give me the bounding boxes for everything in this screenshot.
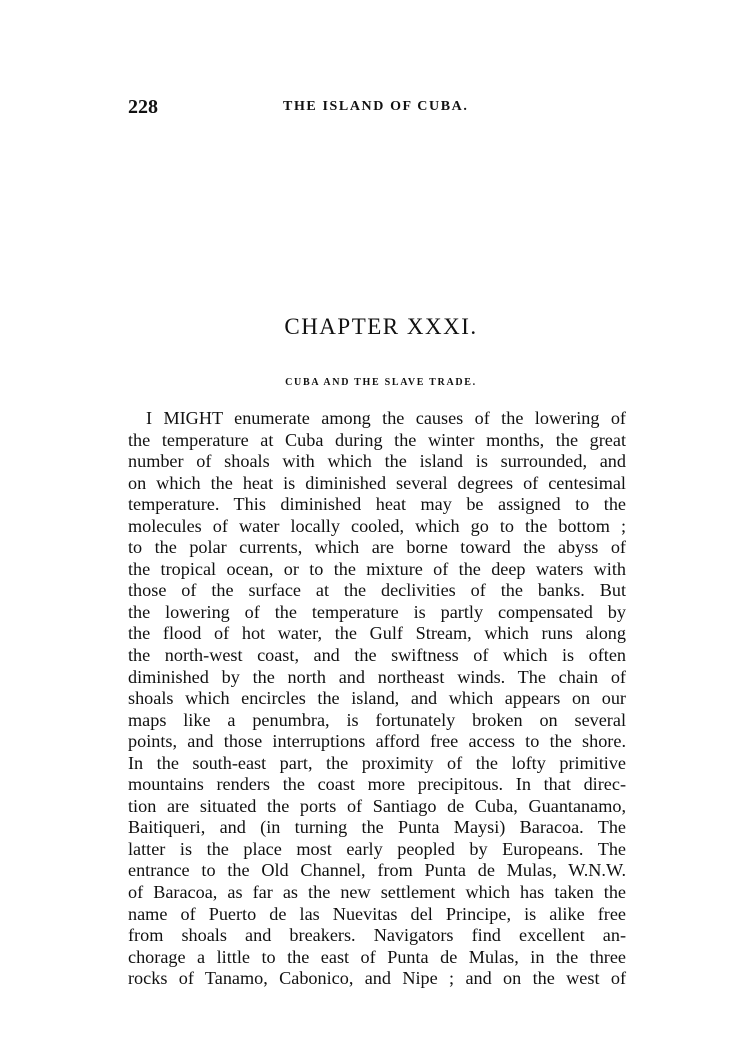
text-line: points, and those interruptions afford free access to the shore. bbox=[128, 731, 626, 752]
text-line: shoals which encircles the island, and which appears on our bbox=[128, 688, 626, 709]
text-line: to the polar currents, which are borne toward the abyss of bbox=[128, 537, 626, 558]
text-line: from shoals and breakers. Navigators find excellent an- bbox=[128, 925, 626, 946]
text-line: maps like a penumbra, is fortunately broken on several bbox=[128, 709, 626, 730]
text-line: those of the surface at the declivities of the banks. But bbox=[128, 580, 626, 601]
text-line: latter is the place most early peopled by Europeans. The bbox=[128, 838, 626, 859]
text-line: the tropical ocean, or to the mixture of the deep waters with bbox=[128, 558, 626, 579]
text-line: mountains renders the coast more precipitous. In that direc- bbox=[128, 774, 626, 795]
text-line: In the south-east part, the proximity of the lofty primitive bbox=[128, 752, 626, 773]
chapter-subtitle: CUBA AND THE SLAVE TRADE. bbox=[285, 377, 477, 388]
text-line: the flood of hot water, the Gulf Stream, which runs along bbox=[128, 623, 626, 644]
text-line: the lowering of the temperature is partly compensated by bbox=[128, 601, 626, 622]
running-head bbox=[128, 96, 628, 120]
text-line: rocks of Tanamo, Cabonico, and Nipe ; and on the west of bbox=[128, 968, 626, 989]
text-line: tion are situated the ports of Santiago de Cuba, Guantanamo, bbox=[128, 795, 626, 816]
text-line: I MIGHT enumerate among the causes of the lowering of bbox=[146, 408, 626, 428]
text-line: diminished by the north and northeast winds. The chain of bbox=[128, 666, 626, 687]
chapter-title: CHAPTER XXXI. bbox=[284, 314, 478, 339]
running-title: THE ISLAND OF CUBA. bbox=[283, 99, 469, 114]
text-line: entrance to the Old Channel, from Punta de Mulas, W.N.W. bbox=[128, 860, 626, 881]
text-line: molecules of water locally cooled, which go to the bottom ; bbox=[128, 515, 626, 536]
text-line: of Baracoa, as far as the new settlement which has taken the bbox=[128, 882, 626, 903]
text-line: chorage a little to the east of Punta de Mulas, in the three bbox=[128, 946, 626, 967]
text-line: the north-west coast, and the swiftness of which is often bbox=[128, 645, 626, 666]
body-paragraph bbox=[128, 408, 626, 990]
text-line: the temperature at Cuba during the winter months, the great bbox=[128, 429, 626, 450]
text-line: name of Puerto de las Nuevitas del Principe, is alike free bbox=[128, 903, 626, 924]
page-number: 228 bbox=[128, 96, 158, 118]
text-line: on which the heat is diminished several degrees of centesimal bbox=[128, 472, 626, 493]
text-line: Baitiqueri, and (in turning the Punta Maysi) Baracoa. The bbox=[128, 817, 626, 838]
text-line: number of shoals with which the island is surrounded, and bbox=[128, 451, 626, 472]
text-line: temperature. This diminished heat may be assigned to the bbox=[128, 494, 626, 515]
